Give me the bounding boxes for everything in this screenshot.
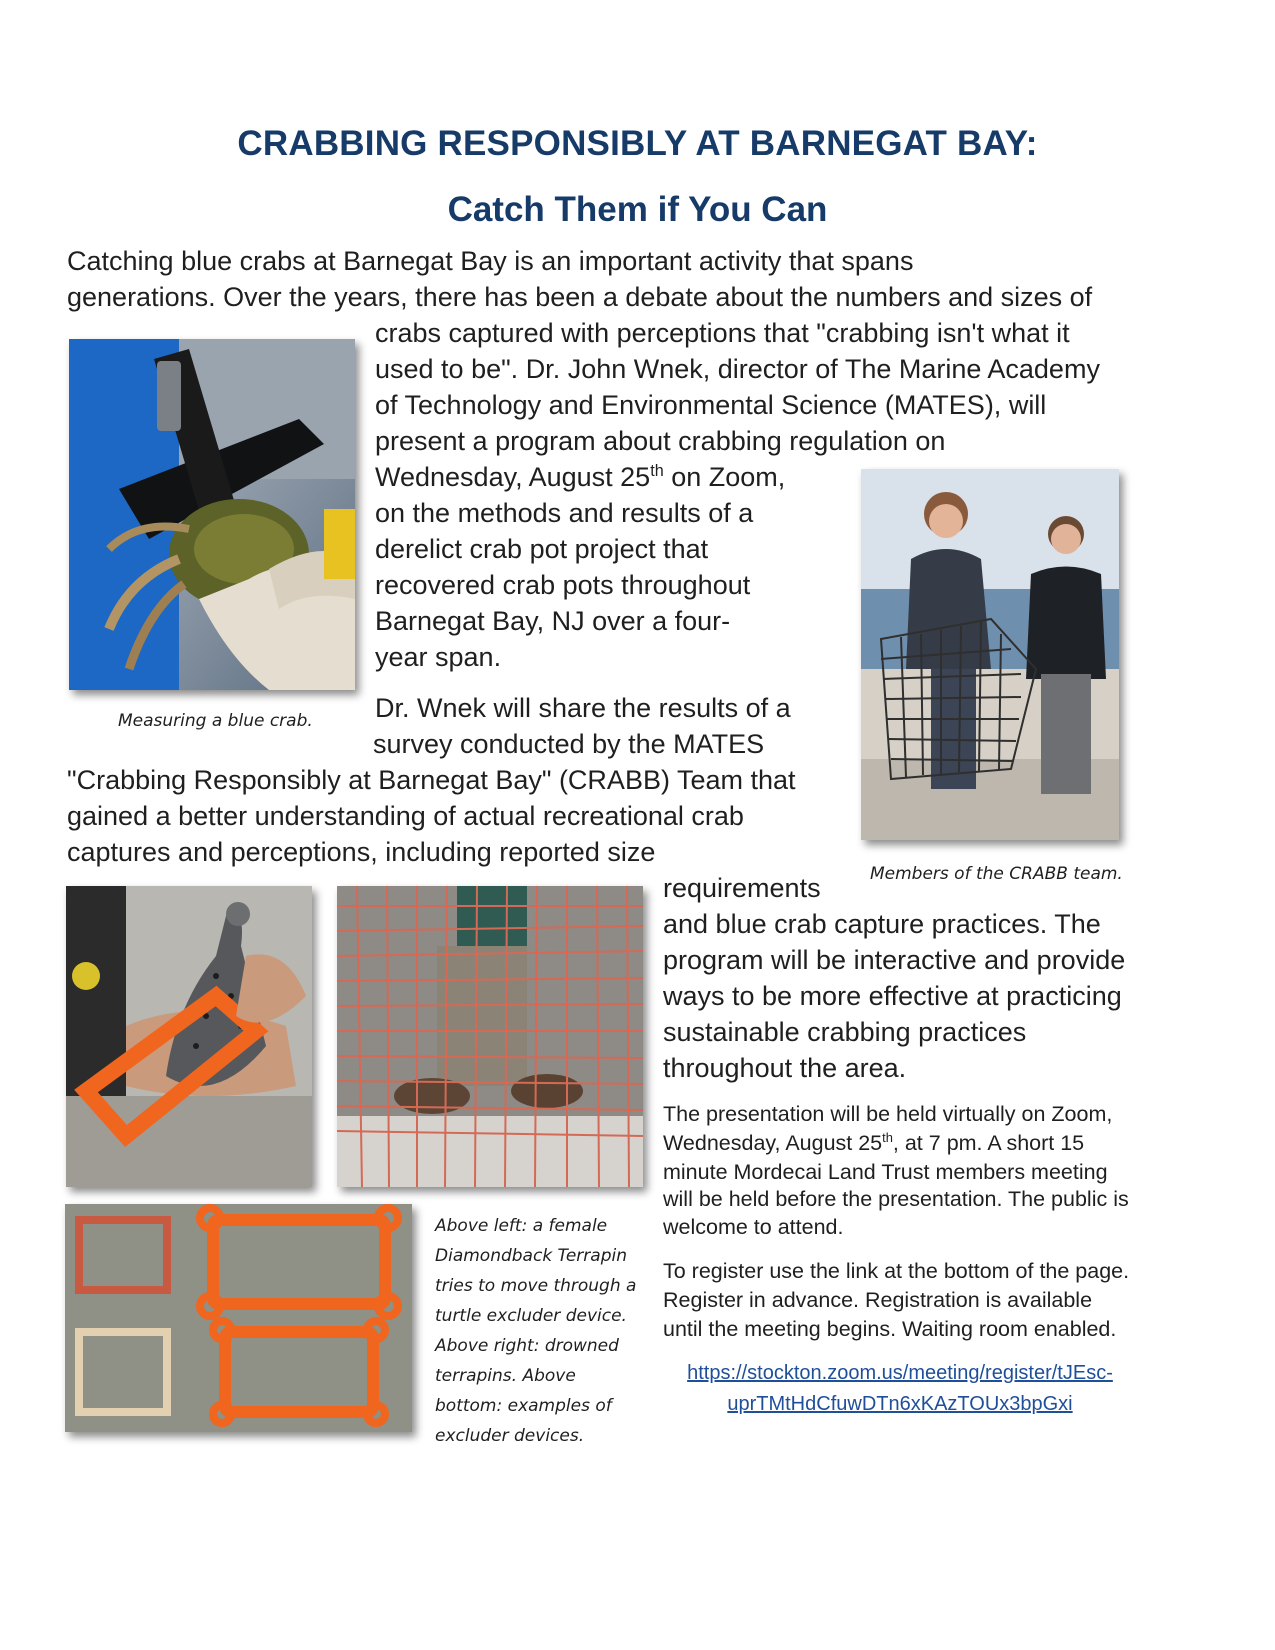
body-line-date bbox=[663, 1128, 1084, 1158]
caption-line: Above right: drowned bbox=[435, 1336, 619, 1356]
date-suffix: , at 7 pm. A short 15 bbox=[892, 1131, 1085, 1155]
body-line: Dr. Wnek will share the results of a bbox=[375, 693, 791, 723]
team-photo bbox=[861, 469, 1119, 840]
body-line: until the meeting begins. Waiting room enabled. bbox=[663, 1317, 1117, 1341]
terrapin-photo bbox=[66, 886, 312, 1187]
body-line: on the methods and results of a bbox=[375, 498, 754, 528]
crab-caption: Measuring a blue crab. bbox=[118, 711, 313, 731]
body-line: welcome to attend. bbox=[663, 1215, 844, 1239]
crab-photo bbox=[69, 339, 355, 690]
body-line: ways to be more effective at practicing bbox=[663, 981, 1122, 1011]
date-ordinal: th bbox=[882, 1129, 893, 1145]
excluder-devices-photo bbox=[65, 1204, 412, 1432]
team-photo-image bbox=[861, 469, 1119, 840]
body-line: used to be". Dr. John Wnek, director of The Marine Academy bbox=[375, 354, 1100, 384]
body-line: and blue crab capture practices. The bbox=[663, 909, 1101, 939]
body-line-date bbox=[375, 459, 785, 496]
caption-line: Above left: a female bbox=[435, 1216, 608, 1236]
body-line: year span. bbox=[375, 642, 502, 672]
body-line: To register use the link at the bottom of the page. bbox=[663, 1259, 1130, 1283]
body-line: sustainable crabbing practices bbox=[663, 1017, 1027, 1047]
team-caption: Members of the CRABB team. bbox=[870, 864, 1123, 884]
body-line: recovered crab pots throughout bbox=[375, 570, 751, 600]
caption-line: terrapins. Above bbox=[435, 1366, 576, 1386]
body-line: program will be interactive and provide bbox=[663, 945, 1126, 975]
register-link[interactable]: https://stockton.zoom.us/meeting/register/tJEsc- bbox=[687, 1362, 1113, 1384]
date-ordinal: th bbox=[650, 462, 664, 480]
caption-line: tries to move through a bbox=[435, 1276, 637, 1296]
body-line: present a program about crabbing regulation on bbox=[375, 426, 946, 456]
crab-pot-photo-image bbox=[337, 886, 643, 1187]
register-link[interactable]: uprTMtHdCfuwDTn6xKAzTOUx3bpGxi bbox=[727, 1393, 1073, 1415]
crab-pot-photo bbox=[337, 886, 643, 1187]
body-line: captures and perceptions, including reported size bbox=[67, 837, 656, 867]
body-line: survey conducted by the MATES bbox=[373, 729, 765, 759]
date-text: Wednesday, August 25 bbox=[375, 462, 651, 492]
crab-photo-image bbox=[69, 339, 355, 690]
body-line: of Technology and Environmental Science (MATES), will bbox=[375, 390, 1047, 420]
body-line: requirements bbox=[663, 873, 821, 903]
body-line: Barnegat Bay, NJ over a four- bbox=[375, 606, 731, 636]
caption-line: excluder devices. bbox=[435, 1426, 585, 1446]
body-line: gained a better understanding of actual recreational crab bbox=[67, 801, 744, 831]
body-line: Register in advance. Registration is available bbox=[663, 1288, 1093, 1312]
body-line: minute Mordecai Land Trust members meeting bbox=[663, 1160, 1108, 1184]
body-line: will be held before the presentation. The public is bbox=[663, 1187, 1129, 1211]
caption-line: turtle excluder device. bbox=[435, 1306, 627, 1326]
date-text: Wednesday, August 25 bbox=[663, 1131, 883, 1155]
body-line: generations. Over the years, there has been a debate about the numbers and sizes of bbox=[67, 282, 1093, 312]
excluder-caption bbox=[435, 1211, 636, 1451]
excluder-devices-image bbox=[65, 1204, 412, 1432]
body-line: crabs captured with perceptions that "crabbing isn't what it bbox=[375, 318, 1070, 348]
caption-line: bottom: examples of bbox=[435, 1396, 612, 1416]
body-line: "Crabbing Responsibly at Barnegat Bay" (CRABB) Team that bbox=[67, 765, 796, 795]
terrapin-photo-image bbox=[66, 886, 312, 1187]
body-line: Catching blue crabs at Barnegat Bay is an important activity that spans bbox=[67, 246, 914, 276]
page-title: CRABBING RESPONSIBLY AT BARNEGAT BAY: bbox=[237, 124, 1038, 163]
caption-line: Diamondback Terrapin bbox=[435, 1246, 627, 1266]
page-subtitle: Catch Them if You Can bbox=[447, 190, 828, 229]
date-suffix: on Zoom, bbox=[663, 462, 786, 492]
body-line: derelict crab pot project that bbox=[375, 534, 709, 564]
body-line: The presentation will be held virtually on Zoom, bbox=[663, 1102, 1113, 1126]
body-line: throughout the area. bbox=[663, 1053, 907, 1083]
